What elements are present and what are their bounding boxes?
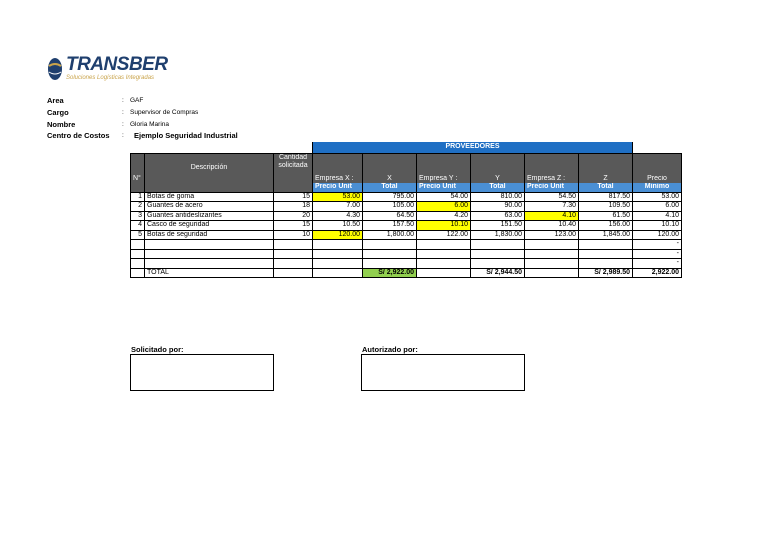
- x-unit-price: 4.30: [313, 211, 363, 221]
- cargo-value: Supervisor de Compras: [130, 109, 199, 116]
- x-unit-price: 53.00: [313, 192, 363, 202]
- table-row: [131, 211, 682, 221]
- y-unit-price: 10.10: [417, 221, 471, 231]
- col-description-header: Descripción: [145, 153, 274, 183]
- x-unit-price: 7.00: [313, 202, 363, 212]
- table-row-empty: [131, 240, 682, 250]
- z-total: 156.00: [579, 221, 633, 231]
- solicitado-label: Solicitado por:: [131, 345, 184, 354]
- centro-costos-value: Ejemplo Seguridad Industrial: [134, 131, 238, 140]
- colon: :: [122, 132, 124, 139]
- x-total: 64.50: [363, 211, 417, 221]
- colon: :: [122, 121, 124, 128]
- min-price-empty: -: [633, 240, 682, 250]
- autorizado-label: Autorizado por:: [362, 345, 418, 354]
- nombre-label: Nombre: [47, 120, 76, 129]
- table-row-empty: [131, 259, 682, 269]
- cargo-label: Cargo: [47, 108, 69, 117]
- x-total: 157.50: [363, 221, 417, 231]
- row-number: 2: [131, 202, 145, 212]
- company-x-letter: X: [363, 175, 417, 184]
- minimo-header: Minimo: [633, 183, 682, 192]
- y-total: 90.00: [471, 202, 525, 212]
- table-row: [131, 230, 682, 240]
- x-total-header: Total: [363, 183, 417, 192]
- row-description: Botas de goma: [145, 192, 274, 202]
- proveedores-header: PROVEEDORES: [313, 142, 633, 153]
- table-row: [131, 221, 682, 231]
- colon: :: [122, 97, 124, 104]
- total-min: 2,922.00: [633, 268, 682, 278]
- y-unit-header: Precio Unit: [417, 183, 471, 192]
- nombre-value: Gloria Marina: [130, 121, 170, 128]
- total-label: TOTAL: [145, 268, 274, 278]
- z-unit-price: 54.50: [525, 192, 579, 202]
- solicitado-signature-box[interactable]: [130, 354, 274, 391]
- logo-title: TRANSBER: [66, 54, 168, 75]
- row-description: Guantes antideslizantes: [145, 211, 274, 221]
- min-price: 6.00: [633, 202, 682, 212]
- row-number: 1: [131, 192, 145, 202]
- table-row-empty: [131, 249, 682, 259]
- z-total: 109.50: [579, 202, 633, 212]
- x-unit-price: 120.00: [313, 230, 363, 240]
- col-quantity-header: Cantidad solicitada: [274, 153, 313, 183]
- table-row: [131, 192, 682, 202]
- row-quantity: 15: [274, 192, 313, 202]
- z-unit-price: 7.30: [525, 202, 579, 212]
- min-price-empty: -: [633, 259, 682, 269]
- y-unit-price: 6.00: [417, 202, 471, 212]
- z-unit-price: 123.00: [525, 230, 579, 240]
- row-number: 4: [131, 221, 145, 231]
- y-total-header: Total: [471, 183, 525, 192]
- min-price: 120.00: [633, 230, 682, 240]
- company-z-name: Empresa Z :: [525, 175, 579, 184]
- z-unit-price: 10.40: [525, 221, 579, 231]
- row-quantity: 20: [274, 211, 313, 221]
- x-unit-price: 10.50: [313, 221, 363, 231]
- y-unit-price: 122.00: [417, 230, 471, 240]
- total-z: S/ 2,989.50: [579, 268, 633, 278]
- table-row: [131, 202, 682, 212]
- row-description: Guantes de acero: [145, 202, 274, 212]
- y-unit-price: 54.00: [417, 192, 471, 202]
- centro-costos-label: Centro de Costos: [47, 131, 110, 140]
- area-label: Area: [47, 96, 64, 105]
- row-number: 5: [131, 230, 145, 240]
- row-description: Casco de seguridad: [145, 221, 274, 231]
- area-value: GAF: [130, 97, 144, 104]
- y-total: 63.00: [471, 211, 525, 221]
- quote-comparison-table: [130, 142, 682, 278]
- colon: :: [122, 109, 124, 116]
- z-unit-price: 4.10: [525, 211, 579, 221]
- company-x-name: Empresa X :: [313, 175, 363, 184]
- row-quantity: 10: [274, 230, 313, 240]
- x-total: 1,800.00: [363, 230, 417, 240]
- total-row: [131, 268, 682, 278]
- precio-header: Precio: [633, 175, 682, 184]
- company-logo: [46, 54, 168, 88]
- company-z-letter: Z: [579, 175, 633, 184]
- y-total: 151.50: [471, 221, 525, 231]
- col-number-header: N°: [131, 153, 145, 183]
- row-quantity: 15: [274, 221, 313, 231]
- row-number: 3: [131, 211, 145, 221]
- total-x: S/ 2,922.00: [363, 268, 417, 278]
- min-price-empty: -: [633, 249, 682, 259]
- company-y-name: Empresa Y :: [417, 175, 471, 184]
- x-unit-header: Precio Unit: [313, 183, 363, 192]
- y-total: 1,830.00: [471, 230, 525, 240]
- company-y-letter: Y: [471, 175, 525, 184]
- z-total-header: Total: [579, 183, 633, 192]
- row-description: Botas de seguridad: [145, 230, 274, 240]
- z-total: 61.50: [579, 211, 633, 221]
- y-total: 810.00: [471, 192, 525, 202]
- autorizado-signature-box[interactable]: [361, 354, 525, 391]
- row-quantity: 18: [274, 202, 313, 212]
- x-total: 795.00: [363, 192, 417, 202]
- min-price: 53.00: [633, 192, 682, 202]
- z-total: 1,845.00: [579, 230, 633, 240]
- y-unit-price: 4.20: [417, 211, 471, 221]
- min-price: 10.10: [633, 221, 682, 231]
- z-unit-header: Precio Unit: [525, 183, 579, 192]
- min-price: 4.10: [633, 211, 682, 221]
- logo-subtitle: Soluciones Logísticas Integradas: [66, 75, 155, 81]
- z-total: 817.50: [579, 192, 633, 202]
- x-total: 105.00: [363, 202, 417, 212]
- total-y: S/ 2,944.50: [471, 268, 525, 278]
- globe-icon: [46, 56, 64, 82]
